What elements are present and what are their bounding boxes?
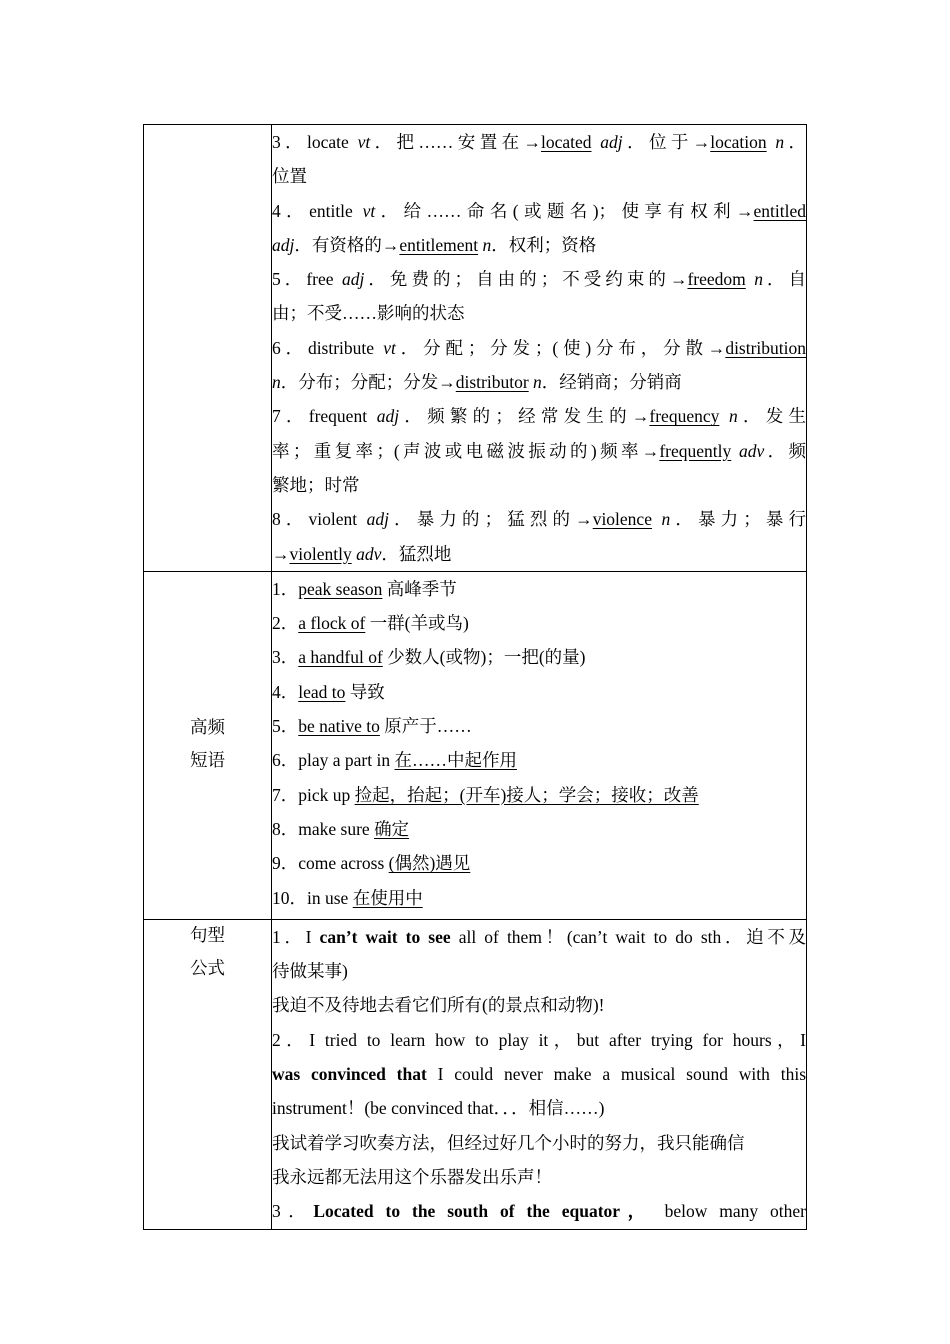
vocab-line: [272, 159, 806, 193]
text-segment: 8．violent: [272, 509, 367, 530]
phrases-label-cell: [144, 571, 272, 919]
text-segment: 高峰季节: [382, 578, 457, 599]
text-segment: below many other: [652, 1201, 806, 1222]
text-segment: 一群(羊或鸟): [365, 613, 469, 634]
text-segment: 我永远都无法用这个乐器发出乐声！: [272, 1166, 552, 1187]
text-segment: adj: [600, 132, 623, 152]
text-segment: frequency: [649, 406, 720, 427]
sentences-label-line2: 公式: [190, 958, 225, 979]
text-segment: 3．: [272, 1201, 314, 1222]
phrase-item: [272, 675, 806, 709]
vocab-content-cell: [272, 125, 807, 572]
vocab-line: [272, 331, 806, 365]
text-segment: n: [272, 372, 281, 393]
vocab-line: [272, 434, 806, 468]
text-segment: vt: [362, 200, 376, 221]
text-segment: ．有资格的→: [294, 234, 400, 255]
phrase-item: [272, 606, 806, 640]
phrase-item: [272, 743, 806, 777]
text-segment: [731, 441, 739, 461]
vocab-line: [272, 194, 806, 228]
phrases-row: [144, 571, 807, 919]
text-segment: 6．distribute: [272, 337, 384, 358]
text-segment: n: [754, 269, 763, 290]
text-segment: 我迫不及待地去看它们所有(的景点和动物)!: [272, 995, 605, 1016]
text-segment: entitled: [753, 200, 806, 221]
text-segment: violently: [289, 543, 352, 564]
text-segment: 确定: [374, 818, 410, 839]
sentences-content-cell: [272, 919, 807, 1229]
text-segment: 3．locate: [272, 132, 358, 152]
text-segment: a flock of: [298, 613, 366, 634]
vocab-line: [272, 399, 806, 433]
text-segment: ．位于→: [622, 132, 711, 152]
sentence-line: [272, 1091, 806, 1125]
text-segment: freedom: [687, 269, 746, 290]
text-segment: 待做某事): [272, 961, 348, 982]
text-segment: ．暴力的；猛烈的→: [389, 509, 593, 530]
text-segment: 由；不受……影响的状态: [272, 303, 465, 324]
text-segment: n: [775, 132, 785, 152]
phrase-item: [272, 812, 806, 846]
vocab-line: [272, 296, 806, 330]
sentences-label-cell: [144, 919, 272, 1229]
sentence-line: [272, 954, 806, 988]
vocab-line: [272, 262, 806, 296]
sentence-line: [272, 1194, 806, 1228]
text-segment: ．经销商；分销商: [541, 372, 682, 393]
text-segment: 4．entitle: [272, 200, 363, 221]
phrases-label-line2: 短语: [190, 751, 225, 772]
sentences-label: [144, 920, 271, 986]
text-segment: n: [482, 234, 492, 255]
vocab-line: [272, 502, 806, 536]
phrase-item: [272, 881, 806, 915]
text-segment: ．频繁的；经常发生的→: [399, 406, 650, 427]
text-segment: all of them！(can’t wait to do sth．迫不及: [450, 926, 806, 947]
text-segment: [719, 406, 729, 426]
text-segment: adv: [356, 543, 382, 564]
text-segment: 2．: [272, 613, 299, 634]
text-segment: lead to: [298, 681, 346, 702]
text-segment: 位置: [272, 166, 307, 187]
text-segment: distribution: [725, 337, 806, 358]
vocab-line: [272, 228, 806, 262]
text-segment: 我试着学习吹奏方法，但经过好几个小时的努力，我只能确信: [272, 1132, 745, 1153]
sentences-label-line1: 句型: [190, 925, 225, 946]
sentence-line: [272, 1057, 806, 1091]
text-segment: 6．play a part in: [272, 750, 395, 771]
text-segment: 3．: [272, 647, 299, 668]
text-segment: frequently: [659, 440, 732, 461]
text-segment: located: [540, 132, 592, 152]
phrase-item: [272, 778, 806, 812]
text-segment: Located to the south of the equator，: [313, 1201, 653, 1222]
text-segment: a handful of: [298, 647, 383, 668]
sentences-row: [144, 919, 807, 1229]
text-segment: ．频: [764, 440, 806, 461]
text-segment: 少数人(或物)；一把(的量): [382, 647, 586, 668]
text-segment: location: [710, 132, 767, 152]
vocab-line: [272, 365, 806, 399]
text-segment: ．给……命名(或题名)；使享有权利→: [375, 200, 754, 221]
vocab-line: [272, 125, 806, 159]
phrase-item: [272, 640, 806, 674]
text-segment: 8．make sure: [272, 818, 375, 839]
text-segment: instrument！(be convinced that．．．相信……): [272, 1098, 605, 1119]
phrase-item: [272, 846, 806, 880]
text-segment: 原产于……: [379, 716, 472, 737]
sentence-line: [272, 988, 806, 1022]
text-segment: adj: [366, 509, 389, 530]
text-segment: violence: [592, 509, 652, 530]
text-segment: 2．I tried to learn how to play it，but after trying for hours，I: [272, 1029, 806, 1050]
text-segment: was convinced that: [272, 1064, 427, 1085]
phrases-content-cell: [272, 571, 807, 919]
phrase-item: [272, 572, 806, 606]
text-segment: 1．I: [272, 926, 320, 947]
text-segment: 率；重复率；(声波或电磁波振动的)频率→: [272, 440, 660, 461]
sentence-line: [272, 1126, 806, 1160]
text-segment: [592, 132, 601, 152]
text-segment: 7．frequent: [272, 406, 377, 427]
phrases-label-line1: 高频: [190, 718, 225, 739]
sentence-line: [272, 920, 806, 954]
sentence-line: [272, 1160, 806, 1194]
text-segment: ．自: [762, 269, 806, 290]
text-segment: →: [272, 543, 290, 564]
text-segment: vt: [357, 132, 371, 152]
text-segment: 4．: [272, 681, 299, 702]
text-segment: ．免费的；自由的；不受约束的→: [364, 269, 688, 290]
vocabulary-table: [143, 124, 807, 1230]
text-segment: can’t wait to see: [319, 926, 451, 947]
text-segment: 7．pick up: [272, 784, 355, 805]
phrase-item: [272, 709, 806, 743]
vocab-row: [144, 125, 807, 572]
text-segment: 繁地；时常: [272, 474, 360, 495]
text-segment: I could never make a musical sound with this: [426, 1064, 806, 1085]
text-segment: 导致: [345, 681, 385, 702]
text-segment: ．分配；分发；(使)分布，分散→: [395, 337, 726, 358]
text-segment: [746, 269, 754, 289]
vocab-line: [272, 468, 806, 502]
text-segment: 在使用中: [352, 887, 423, 908]
text-segment: ．: [784, 132, 806, 152]
vocab-label-cell: [144, 125, 272, 572]
phrases-label: [144, 712, 271, 778]
text-segment: 捡起，抬起；(开车)接人；学会；接收；改善: [354, 784, 699, 805]
text-segment: adj: [272, 234, 295, 255]
text-segment: 5．free: [272, 269, 342, 290]
text-segment: n: [729, 406, 738, 427]
vocab-line: [272, 537, 806, 571]
text-segment: n: [661, 509, 671, 530]
text-segment: 在……中起作用: [394, 750, 517, 771]
text-segment: adv: [738, 440, 765, 461]
text-segment: distributor: [455, 372, 529, 393]
text-segment: ．猛烈地: [381, 543, 452, 564]
text-segment: 9．come across: [272, 853, 389, 874]
text-segment: adj: [376, 406, 400, 427]
text-segment: n: [533, 372, 542, 393]
text-segment: vt: [383, 337, 396, 358]
text-segment: ．发生: [737, 406, 806, 427]
text-segment: ．暴力；暴行: [670, 509, 806, 530]
text-segment: entitlement: [399, 234, 479, 255]
sentence-line: [272, 1023, 806, 1057]
text-segment: adj: [341, 269, 365, 290]
text-segment: 5．: [272, 716, 299, 737]
text-segment: peak season: [298, 578, 383, 599]
text-segment: (偶然)遇见: [388, 853, 471, 874]
text-segment: be native to: [298, 716, 380, 737]
text-segment: ．权利；资格: [491, 234, 597, 255]
text-segment: ．分布；分配；分发→: [280, 372, 456, 393]
text-segment: 1．: [272, 578, 299, 599]
text-segment: 10．in use: [272, 887, 353, 908]
text-segment: ．把……安置在→: [370, 132, 541, 152]
